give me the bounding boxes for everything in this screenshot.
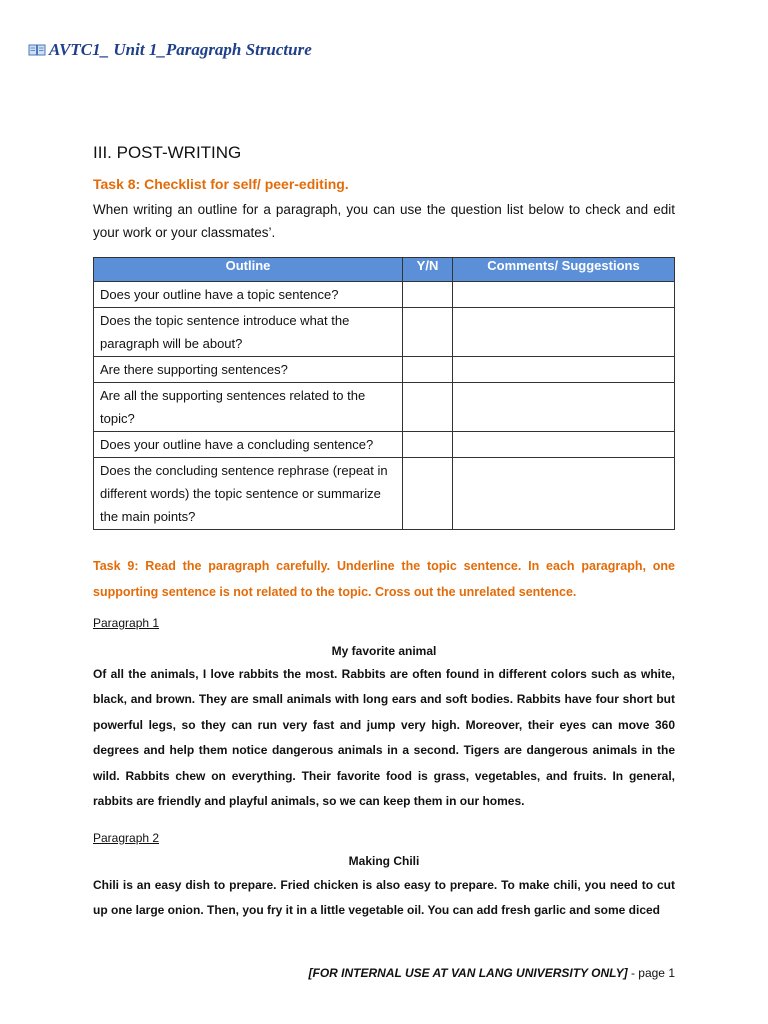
paragraph1-text: Of all the animals, I love rabbits the most. Rabbits are often found in different colors such as white, black, and brown. They are small animals with long ears and soft bodies. Rabbits have four short but powerful legs, so they can run very fast and jump very high. Moreover, their eyes can move 360 degrees and help them notice dangerous animals in a second. Tigers are dangerous animals in the wild. Rabbits chew on everything. Their favorite food is grass, vegetables, and fruits. In general, rabbits are friendly and playful animals, so we can keep them in our homes. xyxy=(93,667,675,809)
checklist-table xyxy=(93,257,675,530)
question-cell: Does the topic sentence introduce what the paragraph will be about? xyxy=(94,308,403,357)
comment-cell[interactable] xyxy=(453,357,675,383)
comment-cell[interactable] xyxy=(453,458,675,530)
task8-intro: When writing an outline for a paragraph, you can use the question list below to check and edit your work or your classmates’. xyxy=(93,202,675,240)
column-header-outline: Outline xyxy=(94,258,403,282)
yn-cell[interactable] xyxy=(403,383,453,432)
task8-title: Task 8: Checklist for self/ peer-editing. xyxy=(93,176,349,192)
comment-cell[interactable] xyxy=(453,383,675,432)
paragraph2-title: Making Chili xyxy=(348,854,420,868)
yn-cell[interactable] xyxy=(403,357,453,383)
task9-instructions: Task 9: Read the paragraph carefully. Underline the topic sentence. In each paragraph, one supporting sentence is not related to the topic. Cross out the unrelated sentence. xyxy=(93,559,675,599)
yn-cell[interactable] xyxy=(403,282,453,308)
yn-cell[interactable] xyxy=(403,458,453,530)
question-cell: Does your outline have a topic sentence? xyxy=(94,282,403,308)
paragraph1-label: Paragraph 1 xyxy=(93,616,160,630)
yn-cell[interactable] xyxy=(403,308,453,357)
section-title: III. POST-WRITING xyxy=(93,143,242,162)
checklist-header-row xyxy=(94,258,675,282)
table-row xyxy=(94,383,675,432)
question-cell: Are there supporting sentences? xyxy=(94,357,403,383)
column-header-yn: Y/N xyxy=(403,258,453,282)
question-cell: Does the concluding sentence rephrase (repeat in different words) the topic sentence or summarize the main points? xyxy=(94,458,403,530)
table-row xyxy=(94,432,675,458)
table-row xyxy=(94,308,675,357)
table-row xyxy=(94,357,675,383)
paragraph2-label: Paragraph 2 xyxy=(93,831,160,845)
question-cell: Are all the supporting sentences related to the topic? xyxy=(94,383,403,432)
paragraph1-title: My favorite animal xyxy=(331,644,437,658)
page-footer xyxy=(309,966,676,980)
comment-cell[interactable] xyxy=(453,432,675,458)
page-number: - page 1 xyxy=(627,966,675,980)
column-header-comments: Comments/ Suggestions xyxy=(453,258,675,282)
document-header xyxy=(28,40,312,60)
question-cell: Does your outline have a concluding sentence? xyxy=(94,432,403,458)
table-row xyxy=(94,282,675,308)
book-icon xyxy=(28,43,46,57)
footer-notice: [FOR INTERNAL USE AT VAN LANG UNIVERSITY ONLY] xyxy=(308,966,628,980)
comment-cell[interactable] xyxy=(453,308,675,357)
comment-cell[interactable] xyxy=(453,282,675,308)
table-row xyxy=(94,458,675,530)
yn-cell[interactable] xyxy=(403,432,453,458)
document-title: AVTC1_ Unit 1_Paragraph Structure xyxy=(49,40,312,59)
paragraph2-text: Chili is an easy dish to prepare. Fried chicken is also easy to prepare. To make chili, you need to cut up one large onion. Then, you fry it in a little vegetable oil. You can add fresh garlic and some diced xyxy=(93,878,675,918)
